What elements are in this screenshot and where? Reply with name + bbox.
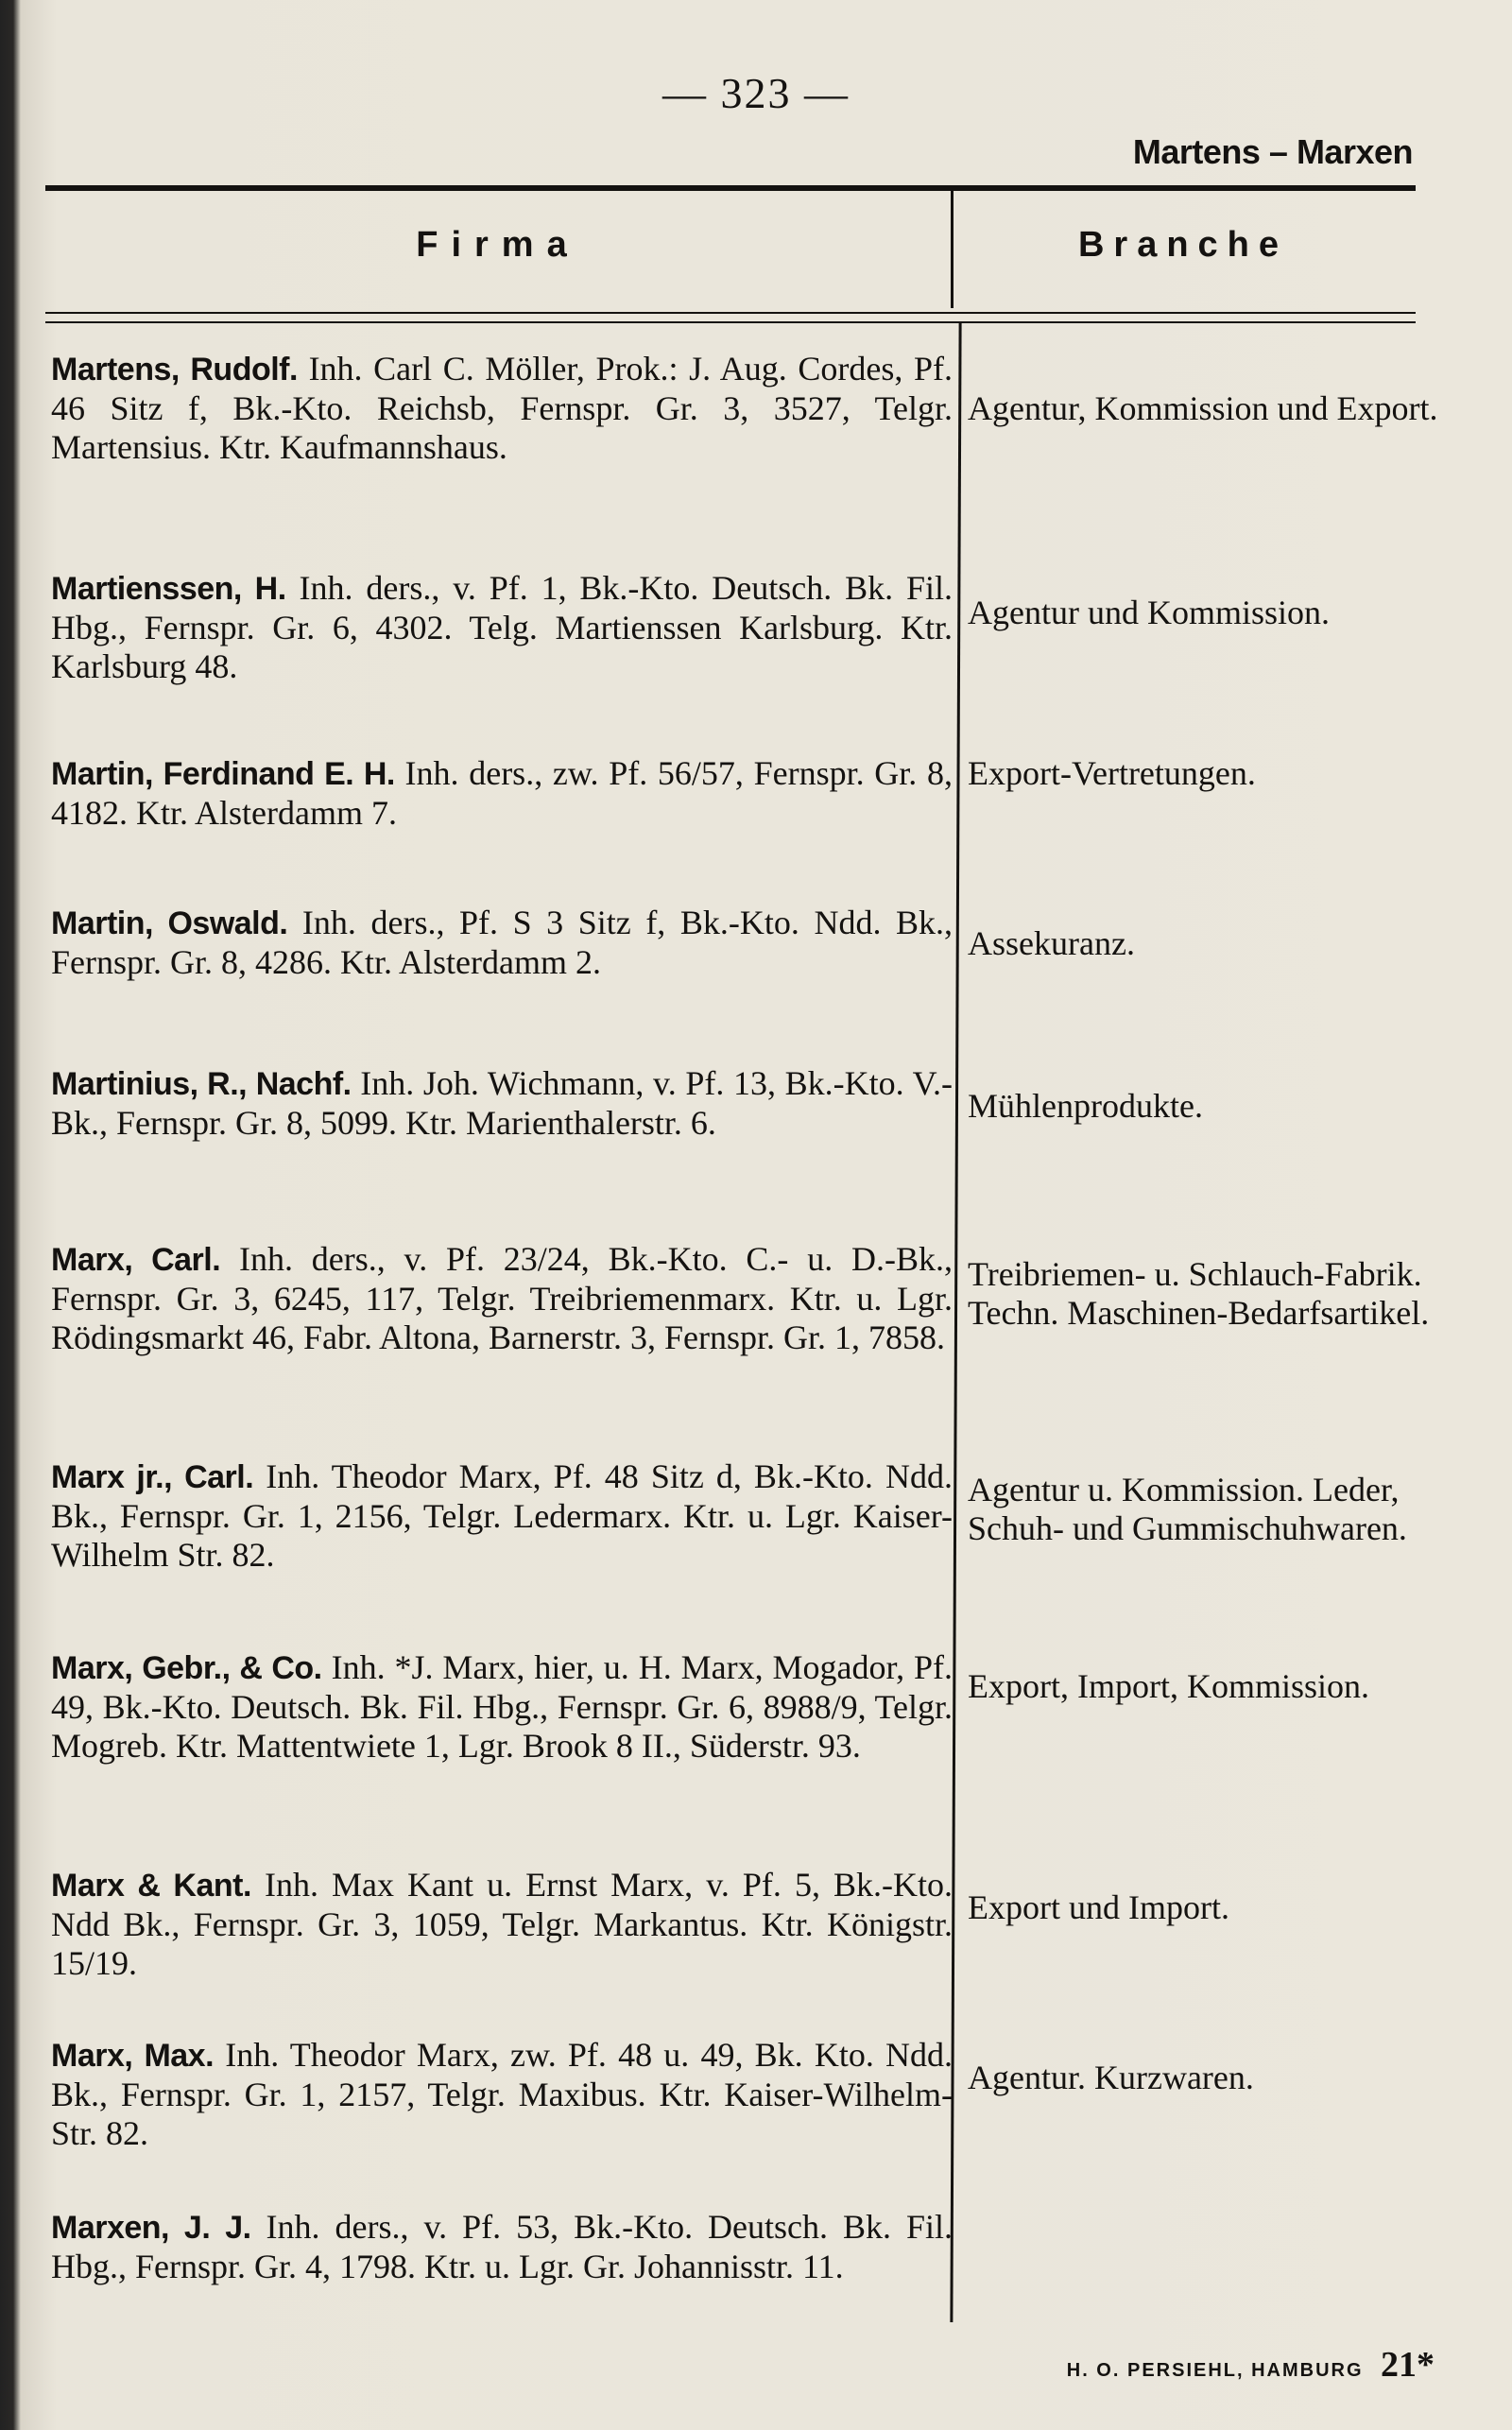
- entry-details: Inh. Theodor Marx, zw. Pf. 48 u. 49, Bk. Kto. Ndd. Bk., Fernspr. Gr. 1, 2157, Telgr. Maxibus. Ktr. Kaiser-Wilhelm-Str. 82.: [51, 2036, 953, 2152]
- entry-firma: [51, 2036, 953, 2153]
- entry-branche: Agentur, Kommission und Export.: [968, 389, 1438, 427]
- entry-firma: [51, 1457, 953, 1575]
- entry-branche: Agentur. Kurzwaren.: [968, 2059, 1254, 2096]
- entry-name: Marx, Gebr., & Co.: [51, 1650, 322, 1686]
- entry-name: Martinius, R., Nachf.: [51, 1066, 352, 1102]
- header-double-rule: [45, 312, 1416, 323]
- entry-name: Marx, Carl.: [51, 1242, 221, 1278]
- entry-name: Marx jr., Carl.: [51, 1459, 254, 1495]
- entry-name: Martienssen, H.: [51, 571, 286, 607]
- entry-branche: Assekuranz.: [968, 924, 1135, 962]
- entry-firma: [51, 350, 953, 467]
- entry-branche: Agentur u. Kommission. Leder, Schuh- und Gummischuhwaren.: [968, 1471, 1407, 1547]
- page-footer: [1067, 2344, 1435, 2386]
- entry-firma: [51, 1240, 953, 1357]
- entry-details: Inh. ders., zw. Pf. 56/57, Fernspr. Gr. 8, 4182. Ktr. Alsterdamm 7.: [51, 754, 953, 832]
- column-header-branche: Branche: [1077, 225, 1289, 265]
- entry-firma: [51, 2208, 953, 2286]
- entry-details: Inh. Carl C. Möller, Prok.: J. Aug. Cordes, Pf. 46 Sitz f, Bk.-Kto. Reichsb, Fernspr. Gr. 3, 3527, Telgr. Martensius. Ktr. Kaufmannshaus.: [51, 350, 953, 466]
- entry-branche: Export und Import.: [968, 1888, 1229, 1926]
- entry-firma: [51, 904, 953, 982]
- entry-branche: Mühlenprodukte.: [968, 1087, 1203, 1125]
- entry-details: Inh. ders., v. Pf. 53, Bk.-Kto. Deutsch. Bk. Fil. Hbg., Fernspr. Gr. 4, 1798. Ktr. u. Lgr. Gr. Johannisstr. 11.: [51, 2208, 954, 2285]
- entry-details: Inh. ders., Pf. S 3 Sitz f, Bk.-Kto. Ndd. Bk., Fernspr. Gr. 8, 4286. Ktr. Alsterdamm 2.: [51, 904, 954, 981]
- page-number: — 323 —: [662, 69, 850, 117]
- signature-mark: 21*: [1381, 2345, 1435, 2385]
- entry-name: Martin, Ferdinand E. H.: [51, 756, 395, 792]
- entry-branche: Export, Import, Kommission.: [968, 1667, 1369, 1705]
- entry-firma: [51, 1866, 953, 1983]
- entry-branche: Treibriemen- u. Schlauch-Fabrik. Techn. Maschinen-Bedarfsartikel.: [968, 1255, 1430, 1332]
- entry-firma: [51, 1064, 953, 1143]
- entry-details: Inh. Theodor Marx, Pf. 48 Sitz d, Bk.-Kto. Ndd. Bk., Fernspr. Gr. 1, 2156, Telgr. Ledermarx. Ktr. u. Lgr. Kaiser-Wilhelm Str. 82.: [51, 1457, 953, 1574]
- entry-details: Inh. Max Kant u. Ernst Marx, v. Pf. 5, Bk.-Kto. Ndd Bk., Fernspr. Gr. 3, 1059, Telgr. Markantus. Ktr. Königstr. 15/19.: [51, 1866, 954, 1982]
- entry-firma: [51, 569, 953, 686]
- running-head: Martens – Marxen: [1132, 132, 1413, 171]
- entry-branche: Export-Vertretungen.: [968, 754, 1256, 792]
- entry-name: Marxen, J. J.: [51, 2210, 251, 2246]
- entry-details: Inh. ders., v. Pf. 23/24, Bk.-Kto. C.- u. D.-Bk., Fernspr. Gr. 3, 6245, 117, Telgr. Treibriemenmarx. Ktr. u. Lgr. Rödingsmarkt 46, Fabr. Altona, Barnerstr. 3, Fernspr. Gr. 1, 7858.: [51, 1240, 954, 1356]
- column-header-row: [45, 191, 1416, 314]
- entry-firma: [51, 1648, 953, 1766]
- entry-name: Marx & Kant.: [51, 1868, 251, 1904]
- column-header-firma: Firma: [416, 225, 580, 265]
- entry-firma: [51, 754, 953, 833]
- entry-details: Inh. ders., v. Pf. 1, Bk.-Kto. Deutsch. Bk. Fil. Hbg., Fernspr. Gr. 6, 4302. Telg. Martienssen Karlsburg. Ktr. Karlsburg 48.: [51, 569, 953, 685]
- entry-details: Inh. Joh. Wichmann, v. Pf. 13, Bk.-Kto. V.-Bk., Fernspr. Gr. 8, 5099. Ktr. Marienthalerstr. 6.: [51, 1064, 953, 1142]
- publisher-imprint: H. O. PERSIEHL, HAMBURG: [1066, 2360, 1364, 2381]
- entry-name: Marx, Max.: [51, 2038, 215, 2074]
- entry-details: Inh. *J. Marx, hier, u. H. Marx, Mogador, Pf. 49, Bk.-Kto. Deutsch. Bk. Fil. Hbg., Fernspr. Gr. 6, 8988/9, Telgr. Mogreb. Ktr. Mattentwiete 1, Lgr. Brook 8 II., Süderstr. 93.: [51, 1648, 954, 1765]
- entry-branche: Agentur und Kommission.: [968, 594, 1330, 631]
- entry-name: Martin, Oswald.: [51, 905, 288, 941]
- entry-name: Martens, Rudolf.: [51, 352, 298, 388]
